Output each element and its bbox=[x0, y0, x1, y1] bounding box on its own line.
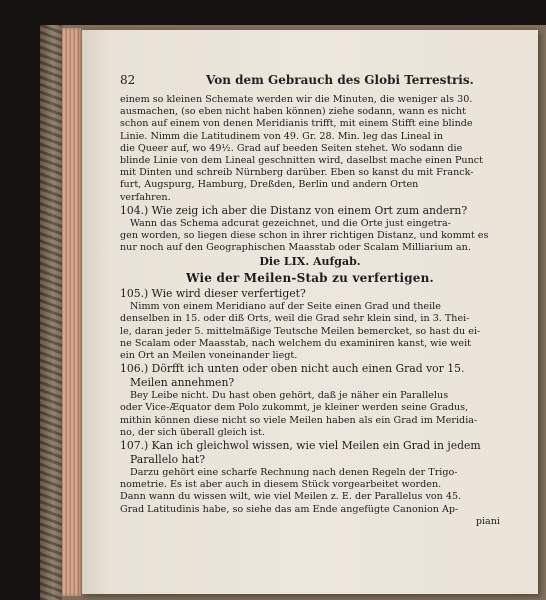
text-line: mit Dinten und schreib Nürnberg darüber. Eben so kanst du mit Franck- bbox=[120, 167, 474, 179]
text-line: oder Vice-Æquator dem Polo zukommt, je kleiner werden seine Gradus, bbox=[120, 402, 469, 414]
text-line: gen worden, so liegen diese schon in ihrer richtigen Distanz, und kommt es bbox=[120, 229, 489, 241]
text-line: nometrie. Es ist aber auch in diesem Stück vorgearbeitet worden. bbox=[120, 479, 442, 491]
text-line: Dann wann du wissen wilt, wie viel Meilen z. E. der Parallelus von 45. bbox=[120, 491, 462, 503]
question-line: Meilen annehmen? bbox=[130, 376, 235, 390]
text-line: le, daran jeder 5. mittelmäßige Teutsche Meilen bemercket, so hast du ei- bbox=[120, 325, 481, 337]
question-line: 106.) Dörfft ich unten oder oben nicht auch einen Grad vor 15. bbox=[120, 362, 465, 376]
text-line: Wann das Schema adcurat gezeichnet, und die Orte just eingetra- bbox=[130, 217, 451, 229]
question-line: 107.) Kan ich gleichwol wissen, wie viel Meilen ein Grad in jedem bbox=[120, 438, 481, 452]
text-line: piani bbox=[475, 515, 500, 527]
text-line: ein Ort an Meilen voneinander liegt. bbox=[120, 350, 298, 361]
text-line: Grad Latitudinis habe, so siehe das am Ende angefügte Canonion Ap- bbox=[120, 503, 459, 515]
text-line: Darzu gehört eine scharfe Rechnung nach denen Regeln der Trigo- bbox=[130, 466, 458, 478]
text-line: nur noch auf den Geographischen Maasstab oder Scalam Milliarium an. bbox=[120, 242, 471, 254]
page-header bbox=[120, 73, 500, 93]
section-heading: Wie der Meilen-Stab zu verfertigen. bbox=[186, 271, 434, 286]
text-line: Bey Leibe nicht. Du hast oben gehört, daß je näher ein Parallelus bbox=[130, 390, 449, 402]
text-line: denselben in 15. oder diß Orts, weil die Grad sehr klein sind, in 3. Thei- bbox=[120, 313, 470, 325]
text-line: furt, Augspurg, Hamburg, Dreßden, Berlin und andern Orten bbox=[120, 179, 419, 191]
text-line: schon auf einem von denen Meridianis trifft, mit einem Stifft eine blinde bbox=[120, 118, 473, 130]
page-number: 82 bbox=[120, 73, 136, 87]
text-line: ausmachen, (so eben nicht haben können) ziehe sodann, wann es nicht bbox=[120, 106, 466, 118]
text-line: die Queer auf, wo 49½. Grad auf beeden Seiten stehet. Wo sodann die bbox=[120, 142, 463, 154]
text-line: Linie. Nimm die Latitudinem von 49. Gr. 28. Min. leg das Lineal in bbox=[120, 130, 444, 142]
section-heading: Die LIX. Aufgab. bbox=[259, 255, 361, 269]
marbled-cover bbox=[40, 25, 62, 600]
text-line: no, der sich überall gleich ist. bbox=[120, 426, 266, 438]
text-line: verfahren. bbox=[120, 191, 171, 203]
question-line: 104.) Wie zeig ich aber die Distanz von einem Ort zum andern? bbox=[120, 203, 468, 217]
text-line: einem so kleinen Schemate werden wir die Minuten, die weniger als 30. bbox=[120, 94, 473, 105]
page-edges bbox=[62, 28, 82, 596]
text-line: blinde Linie von dem Lineal geschnitten wird, daselbst mache einen Punct bbox=[120, 154, 483, 166]
text-line: Nimm von einem Meridiano auf der Seite einen Grad und theile bbox=[130, 301, 441, 313]
question-line: Parallelo hat? bbox=[130, 452, 206, 466]
running-title: Von dem Gebrauch des Globi Terrestris. bbox=[206, 73, 474, 87]
text-line: mithin können diese nicht so viele Meilen haben als ein Grad im Meridia- bbox=[120, 414, 478, 426]
question-line: 105.) Wie wird dieser verfertiget? bbox=[120, 287, 306, 301]
body-text bbox=[120, 94, 500, 528]
text-line: ne Scalam oder Maasstab, nach welchem du examiniren kanst, wie weit bbox=[120, 337, 471, 349]
